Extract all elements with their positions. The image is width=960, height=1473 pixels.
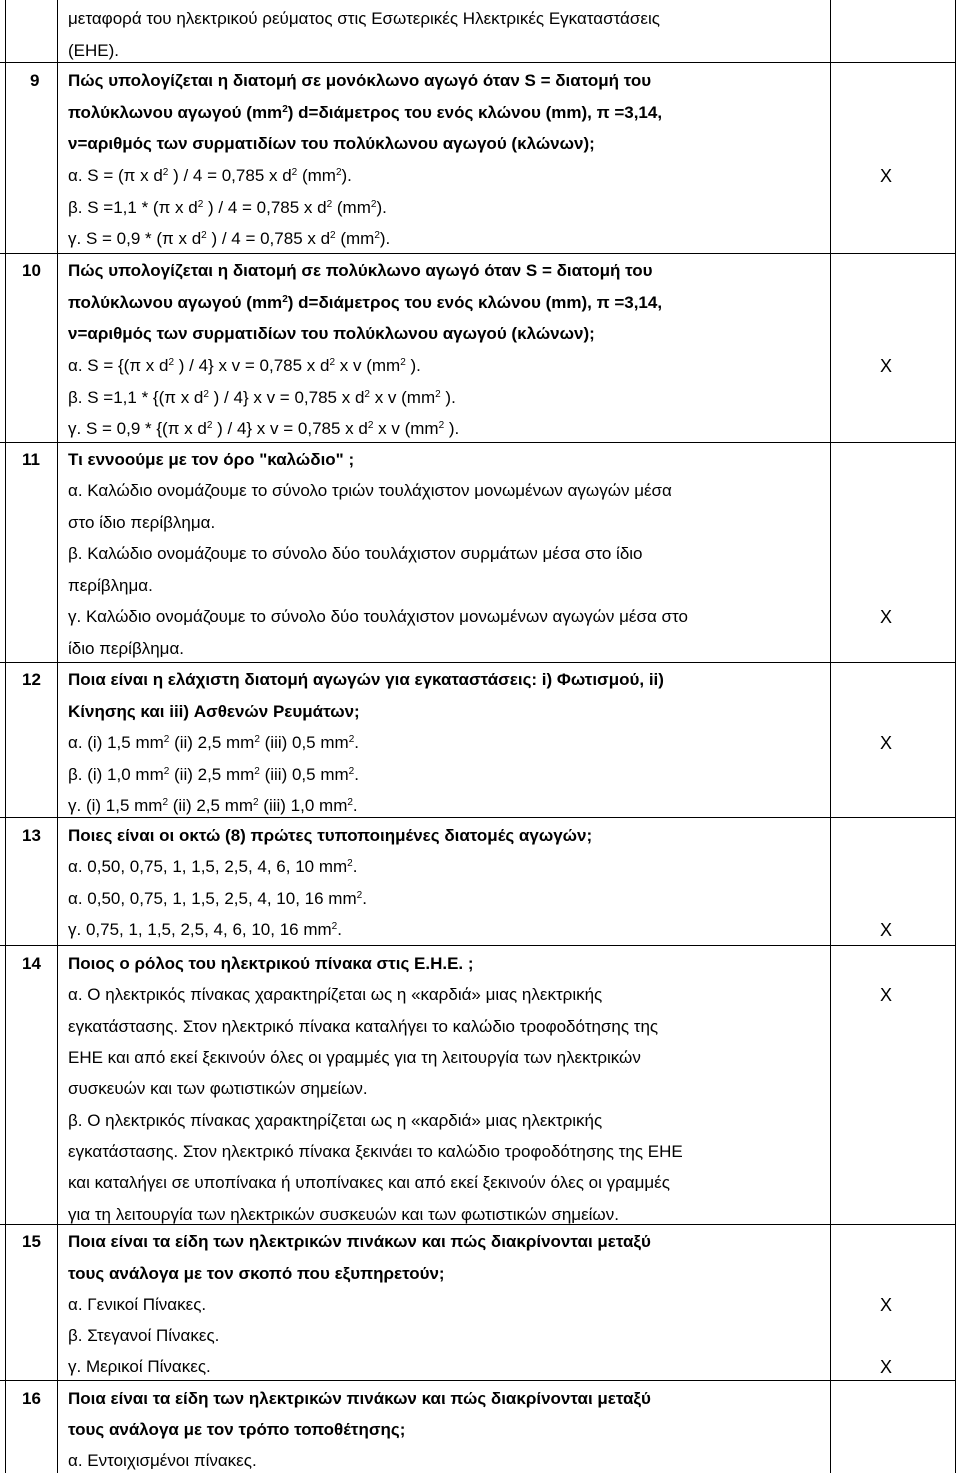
- answer-option-text: α. Καλώδιο ονομάζουμε το σύνολο τριών τουλάχιστον μονωμένων αγωγών μέσα: [68, 481, 672, 500]
- question-text: ν=αριθμός των συρματιδίων του πολύκλωνου αγωγού (κλώνων);: [68, 134, 595, 153]
- answer-option-text: γ. S = 0,9 * {(π x $d^2$ ) / 4} x v = 0,785 x $d^2$ x v ($mm^2$ ).: [68, 419, 460, 438]
- question-text: Ποια είναι τα είδη των ηλεκτρικών πινάκων και πώς διακρίνονται μεταξύ: [68, 1389, 651, 1408]
- question-number: 13: [22, 826, 41, 845]
- answer-option-text: και καταλήγει σε υποπίνακα ή υποπίνακες και από εκεί ξεκινούν όλες οι γραμμές: [68, 1173, 670, 1192]
- answer-option-text: β. S =1,1 * {(π x $d^2$ ) / 4} x v = 0,785 x $d^2$ x v ($mm^2$ ).: [68, 388, 456, 407]
- answer-option-text: β. (i) 1,0 $mm^2$ (ii) 2,5 $mm^2$ (iii) 0,5 $mm^2$.: [68, 765, 359, 784]
- row-divider: [0, 62, 956, 63]
- question-number: 10: [22, 261, 41, 280]
- question-number: 11: [22, 450, 40, 469]
- answer-option-text: γ. 0,75, 1, 1,5, 2,5, 4, 6, 10, 16 $mm^2$.: [68, 920, 342, 939]
- answer-option-text: β. S =1,1 * (π x $d^2$ ) / 4 = 0,785 x $d^2$ $(mm^2)$.: [68, 198, 387, 217]
- correct-answer-mark: X: [880, 733, 893, 753]
- question-number: 12: [22, 670, 41, 689]
- answer-option-text: β. Στεγανοί Πίνακες.: [68, 1326, 220, 1345]
- answer-option-text: για τη λειτουργία των ηλεκτρικών συσκευών και των φωτιστικών σημείων.: [68, 1205, 619, 1224]
- correct-answer-mark: X: [880, 920, 893, 940]
- correct-answer-mark: X: [880, 166, 893, 186]
- answer-option-text: περίβλημα.: [68, 576, 153, 595]
- correct-answer-mark: X: [880, 985, 893, 1005]
- question-text: Κίνησης και iii) Ασθενών Ρευμάτων;: [68, 702, 360, 721]
- answer-option-text: (ΕΗΕ).: [68, 41, 119, 60]
- answer-option-text: εγκατάστασης. Στον ηλεκτρικό πίνακα καταλήγει το καλώδιο τροφοδότησης της: [68, 1017, 659, 1036]
- answer-option-text: α. 0,50, 0,75, 1, 1,5, 2,5, 4, 6, 10 $mm^2$.: [68, 857, 358, 876]
- column-divider-number: [57, 0, 58, 1473]
- question-text: Πώς υπολογίζεται η διατομή σε πολύκλωνο αγωγό όταν S = διατομή του: [68, 261, 653, 280]
- question-text: Ποιες είναι οι οκτώ (8) πρώτες τυποποιημένες διατομές αγωγών;: [68, 826, 593, 845]
- question-number: 15: [22, 1232, 41, 1251]
- question-text: Τι εννοούμε με τον όρο "καλώδιο" ;: [68, 450, 355, 469]
- row-divider: [0, 662, 956, 663]
- question-text: τους ανάλογα με τον σκοπό που εξυπηρετούν;: [68, 1264, 445, 1283]
- row-divider: [0, 1224, 956, 1225]
- correct-answer-mark: X: [880, 1357, 893, 1377]
- answer-option-text: μεταφορά του ηλεκτρικού ρεύματος στις Εσωτερικές Ηλεκτρικές Εγκαταστάσεις: [68, 9, 660, 28]
- answer-option-text: εγκατάστασης. Στον ηλεκτρικό πίνακα ξεκινάει το καλώδιο τροφοδότησης της ΕΗΕ: [68, 1142, 683, 1161]
- row-divider: [0, 945, 956, 946]
- question-text: Πώς υπολογίζεται η διατομή σε μονόκλωνο αγωγό όταν S = διατομή του: [68, 71, 652, 90]
- answer-option-text: α. S = {(π x $d^2$ ) / 4} x v = 0,785 x $d^2$ x v ($mm^2$ ).: [68, 356, 421, 375]
- answer-option-text: γ. S = 0,9 * (π x $d^2$ ) / 4 = 0,785 x $d^2$ $(mm^2)$.: [68, 229, 391, 248]
- question-number: 16: [22, 1389, 41, 1408]
- answer-option-text: β. Καλώδιο ονομάζουμε το σύνολο δύο τουλάχιστον συρμάτων μέσα στο ίδιο: [68, 544, 643, 563]
- column-divider-answer: [830, 0, 831, 1473]
- question-text: Ποιος ο ρόλος του ηλεκτρικού πίνακα στις Ε.Η.Ε. ;: [68, 954, 474, 973]
- answer-option-text: γ. Μερικοί Πίνακες.: [68, 1357, 211, 1376]
- correct-answer-mark: X: [880, 607, 893, 627]
- answer-option-text: β. Ο ηλεκτρικός πίνακας χαρακτηρίζεται ως η «καρδιά» μιας ηλεκτρικής: [68, 1111, 603, 1130]
- answer-option-text: α. Ο ηλεκτρικός πίνακας χαρακτηρίζεται ως η «καρδιά» μιας ηλεκτρικής: [68, 985, 603, 1004]
- answer-option-text: α. S = (π x $d^2$ ) / 4 = 0,785 x $d^2$ $(mm^2)$.: [68, 166, 352, 185]
- row-divider: [0, 253, 956, 254]
- correct-answer-mark: X: [880, 1295, 893, 1315]
- table-border-right: [955, 0, 956, 1473]
- question-number: 14: [22, 954, 41, 973]
- question-text: πολύκλωνου αγωγού $(mm^2)$ d=διάμετρος του ενός κλώνου (mm), π =3,14,: [68, 103, 663, 122]
- answer-option-text: ίδιο περίβλημα.: [68, 639, 185, 658]
- answer-option-text: ΕΗΕ και από εκεί ξεκινούν όλες οι γραμμές για τη λειτουργία των ηλεκτρικών: [68, 1048, 641, 1067]
- question-text: τους ανάλογα με τον τρόπο τοποθέτησης;: [68, 1420, 406, 1439]
- row-divider: [0, 817, 956, 818]
- question-text: ν=αριθμός των συρματιδίων του πολύκλωνου αγωγού (κλώνων);: [68, 324, 595, 343]
- table-border-left: [5, 0, 6, 1473]
- question-text: Ποια είναι τα είδη των ηλεκτρικών πινάκων και πώς διακρίνονται μεταξύ: [68, 1232, 651, 1251]
- row-divider: [0, 442, 956, 443]
- row-divider: [0, 1380, 956, 1381]
- question-number: 9: [30, 71, 40, 90]
- answer-option-text: α. 0,50, 0,75, 1, 1,5, 2,5, 4, 10, 16 $mm^2$.: [68, 889, 367, 908]
- answer-option-text: συσκευών και των φωτιστικών σημείων.: [68, 1079, 368, 1098]
- answer-option-text: α. Γενικοί Πίνακες.: [68, 1295, 207, 1314]
- answer-option-text: στο ίδιο περίβλημα.: [68, 513, 216, 532]
- answer-option-text: α. Εντοιχισμένοι πίνακες.: [68, 1451, 257, 1470]
- question-text: πολύκλωνου αγωγού $(mm^2)$ d=διάμετρος του ενός κλώνου (mm), π =3,14,: [68, 293, 663, 312]
- answer-option-text: α. (i) 1,5 $mm^2$ (ii) 2,5 $mm^2$ (iii) 0,5 $mm^2$.: [68, 733, 359, 752]
- correct-answer-mark: X: [880, 356, 893, 376]
- question-text: Ποια είναι η ελάχιστη διατομή αγωγών για εγκαταστάσεις: i) Φωτισμού, ii): [68, 670, 664, 689]
- answer-option-text: γ. Καλώδιο ονομάζουμε το σύνολο δύο τουλάχιστον μονωμένων αγωγών μέσα στο: [68, 607, 688, 626]
- answer-option-text: γ. (i) 1,5 $mm^2$ (ii) 2,5 $mm^2$ (iii) 1,0 $mm^2$.: [68, 796, 358, 815]
